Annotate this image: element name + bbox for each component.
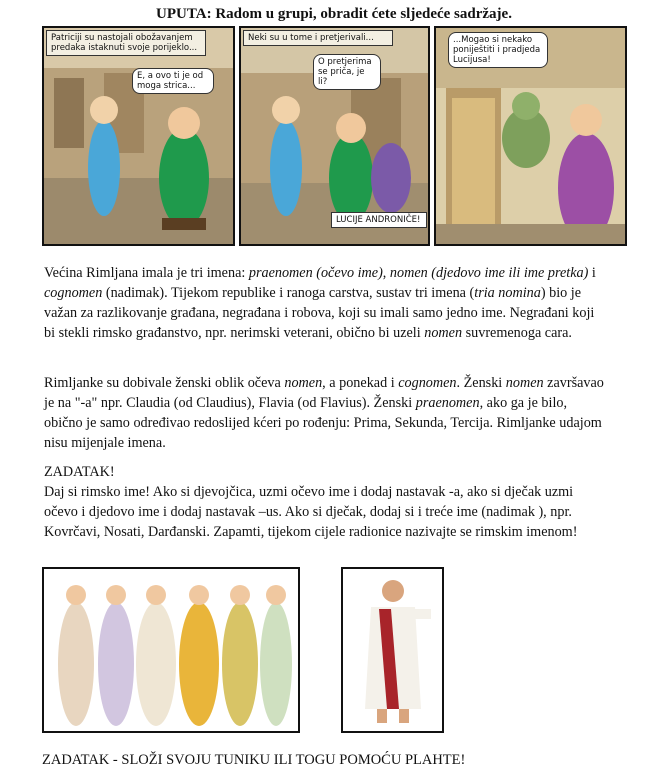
comic-panel-1: [42, 26, 235, 246]
paragraph-roman-names: Većina Rimljana imala je tri imena: praenomen (očevo ime), nomen (djedovo ime ili ime pretka) i cognomen (nadimak). Tijekom republike i ranoga carstva, sustav tri imena (tria nomina) bio je važan za razlikovanje građana, negrađana i robova, koji su imali samo jedno ime. Negrađani koji bi stekli rimsko građanstvo, npr. nerimski veterani, obično bi uzeli nomen suvremenoga cara.: [44, 265, 596, 341]
comic-sign: LUCIJE ANDRONIČE!: [331, 212, 427, 228]
speech-bubble-2: O pretjerima se priča, je li?: [313, 54, 381, 90]
speech-bubble-1: E, a ovo ti je od moga strica...: [132, 68, 214, 94]
speech-bubble-3: ...Mogao si nekako poniještiti i pradjeda Lucijusa!: [448, 32, 548, 68]
comic-caption-2: Neki su u tome i pretjerivali...: [243, 30, 393, 46]
comic-panel-2: [239, 26, 430, 246]
comic-caption-1: Patriciji su nastojali obožavanjem predaka istaknuti svoje porijeklo...: [46, 30, 206, 56]
task-heading: ZADATAK!: [44, 464, 115, 480]
toga-man-photo: [341, 567, 444, 733]
page-title: UPUTA: Radom u grupi, obradit ćete sljedeće sadržaje.: [156, 6, 512, 22]
footer-task: ZADATAK - SLOŽI SVOJU TUNIKU ILI TOGU POMOĆU PLAHTE!: [42, 752, 466, 768]
paragraph-roman-women-names: Rimljanke su dobivale ženski oblik očeva nomen, a ponekad i cognomen. Ženski nomen završavao je na "-a" npr. Claudia (od Claudius), Flavia (od Flavius). Ženski praenomen, ako ga je bilo, obično je samo određivao redoslijed kćeri po rođenju: Prima, Sekunda, Tercija. Rimljanke udajom nisu mijenjale imena.: [44, 375, 604, 451]
task-body: Daj si rimsko ime! Ako si djevojčica, uzmi očevo ime i dodaj nastavak -a, ako si dječak uzmi očevo i djedovo ime i dodaj nastavak –us. Ako si dječak, dodaj si i treće ime (nadimak ), npr. Kovrčavi, Nosati, Darđanski. Zapamti, tijekom cijele radionice nazivajte se rimskim imenom!: [44, 484, 578, 540]
task-section: [44, 462, 604, 542]
roman-women-illustration: [42, 567, 300, 733]
comic-panel-3: [434, 26, 627, 246]
comic-illustration-1: [44, 28, 233, 244]
